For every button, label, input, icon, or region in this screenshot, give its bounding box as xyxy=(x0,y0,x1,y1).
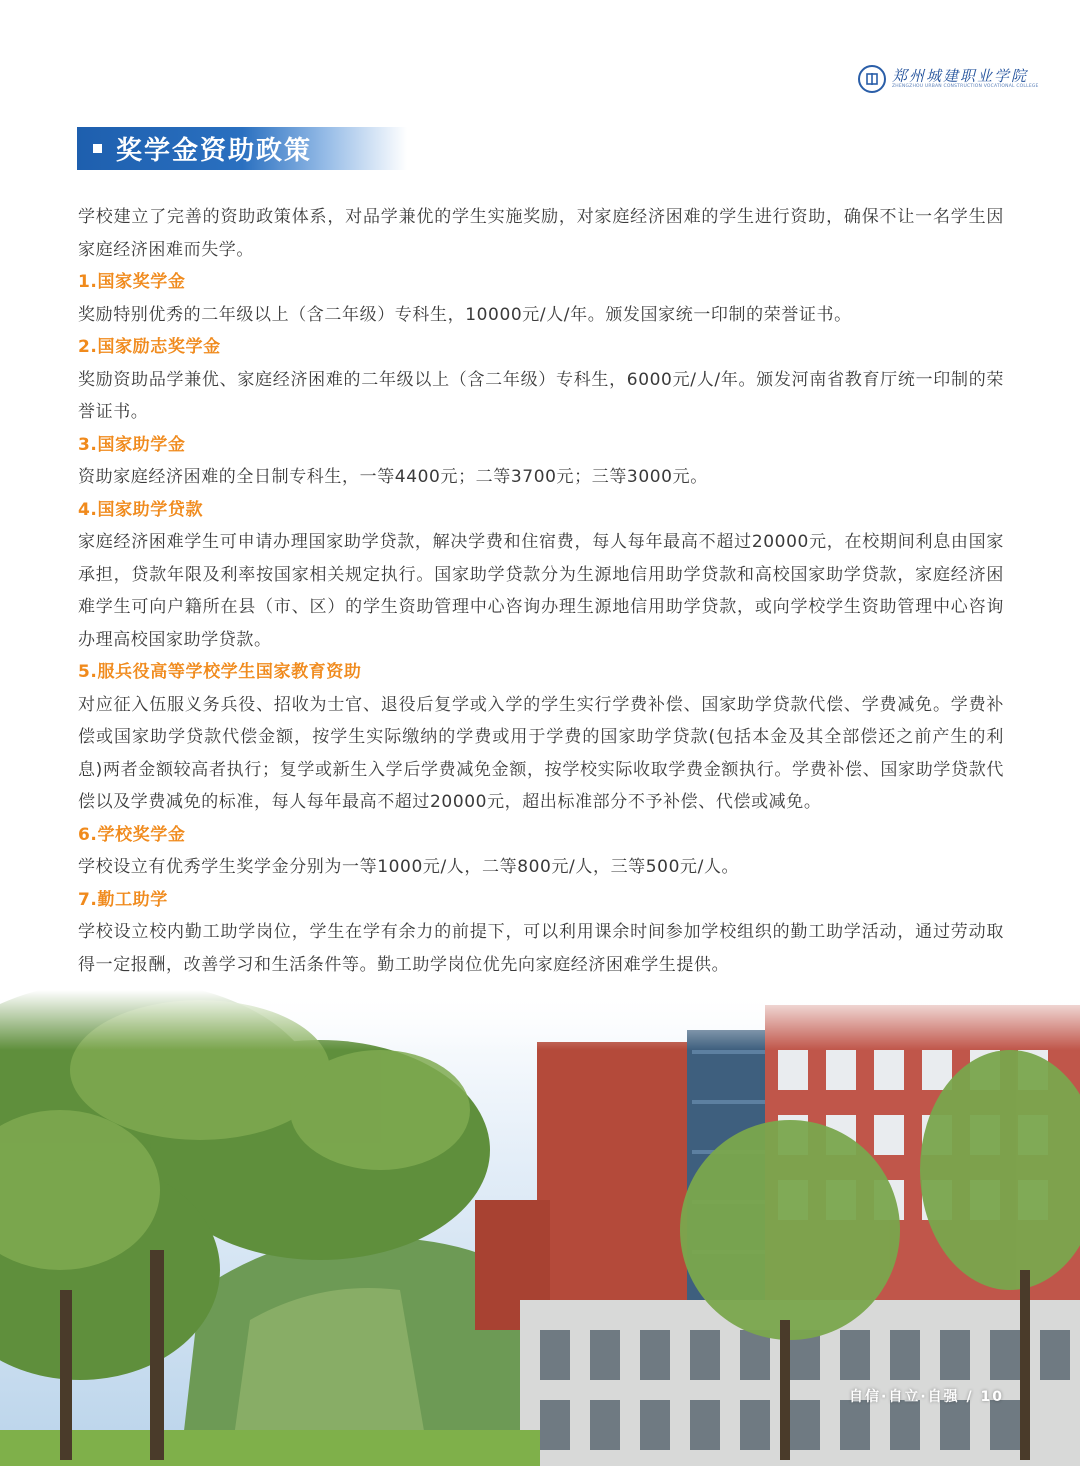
item-body: 学校设立有优秀学生奖学金分别为一等1000元/人，二等800元/人，三等500元/人。 xyxy=(78,857,740,877)
item-heading: 1.国家奖学金 xyxy=(78,272,186,292)
college-logo xyxy=(858,64,1039,94)
item-body: 奖励资助品学兼优、家庭经济困难的二年级以上（含二年级）专科生，6000元/人/年。颁发河南省教育厅统一印制的荣誉证书。 xyxy=(78,369,1004,422)
item-body: 奖励特别优秀的二年级以上（含二年级）专科生，10000元/人/年。颁发国家统一印制的荣誉证书。 xyxy=(78,304,852,325)
item-body: 对应征入伍服义务兵役、招收为士官、退役后复学或入学的学生实行学费补偿、国家助学贷款代偿、学费减免。学费补偿或国家助学贷款代偿金额，按学生实际缴纳的学费或用于学费的国家助学贷款(包括本金及其全部偿还之前产生的利息)两者金额较高者执行；复学或新生入学后学费减免金额，按学校实际收取学费金额执行。学费补偿、国家助学贷款代偿以及学费减免的标准，每人每年最高不超过20000元，超出标准部分不予补偿、代偿或减免。 xyxy=(78,694,1004,812)
page-footer-motto: 自信·自立·自强 / 10 xyxy=(849,1389,1004,1405)
campus-photo xyxy=(0,990,1080,1466)
item-heading: 3.国家助学金 xyxy=(78,434,186,455)
section-title: 奖学金资助政策 xyxy=(116,136,313,166)
logo-chinese-name: 郑州城建职业学院 xyxy=(892,67,1029,85)
logo-english-name: ZHENGZHOU URBAN CONSTRUCTION VOCATIONAL COLLEGE xyxy=(892,84,1039,89)
item-body: 家庭经济困难学生可申请办理国家助学贷款，解决学费和住宿费，每人每年最高不超过20000元，在校期间利息由国家承担，贷款年限及利率按国家相关规定执行。国家助学贷款分为生源地信用助学贷款和高校国家助学贷款，家庭经济困难学生可向户籍所在县（市、区）的学生资助管理中心咨询办理生源地信用助学贷款，或向学校学生资助管理中心咨询办理高校国家助学贷款。 xyxy=(78,532,1004,650)
item-heading: 5.服兵役高等学校学生国家教育资助 xyxy=(78,662,362,682)
section-title-bar xyxy=(77,127,407,170)
item-heading: 4.国家助学贷款 xyxy=(78,499,204,520)
item-heading: 2.国家励志奖学金 xyxy=(78,337,221,357)
item-heading: 6.学校奖学金 xyxy=(78,824,186,845)
college-emblem-icon xyxy=(858,65,886,93)
policy-content xyxy=(78,201,1004,981)
item-body: 学校设立校内勤工助学岗位，学生在学有余力的前提下，可以利用课余时间参加学校组织的勤工助学活动，通过劳动取得一定报酬，改善学习和生活条件等。勤工助学岗位优先向家庭经济困难学生提供。 xyxy=(78,922,1004,975)
item-body: 资助家庭经济困难的全日制专科生，一等4400元；二等3700元；三等3000元。 xyxy=(78,467,708,487)
intro-paragraph: 学校建立了完善的资助政策体系，对品学兼优的学生实施奖励，对家庭经济困难的学生进行资助，确保不让一名学生因家庭经济困难而失学。 xyxy=(78,207,1004,260)
bullet-square-icon xyxy=(93,144,102,153)
item-heading: 7.勤工助学 xyxy=(78,889,168,910)
